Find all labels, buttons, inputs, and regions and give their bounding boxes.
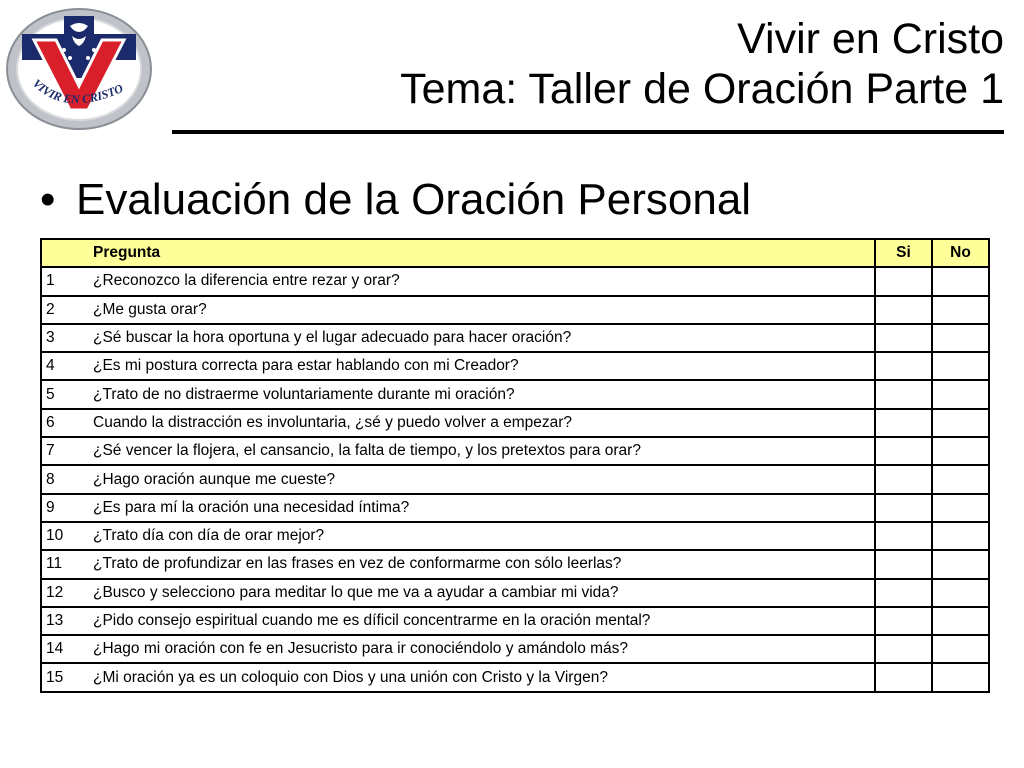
- row-question: ¿Trato día con día de orar mejor?: [89, 522, 875, 550]
- row-number: 7: [41, 437, 89, 465]
- row-number: 2: [41, 296, 89, 324]
- row-question: ¿Hago oración aunque me cueste?: [89, 465, 875, 493]
- bullet-dot: •: [40, 175, 56, 224]
- row-question: ¿Trato de no distraerme voluntariamente durante mi oración?: [89, 380, 875, 408]
- title-line-1: Vivir en Cristo: [737, 15, 1004, 63]
- answer-si-cell[interactable]: [875, 494, 932, 522]
- answer-si-cell[interactable]: [875, 465, 932, 493]
- row-question: ¿Reconozco la diferencia entre rezar y orar?: [89, 267, 875, 295]
- row-question: ¿Es mi postura correcta para estar hablando con mi Creador?: [89, 352, 875, 380]
- answer-no-cell[interactable]: [932, 267, 989, 295]
- answer-no-cell[interactable]: [932, 324, 989, 352]
- answer-si-cell[interactable]: [875, 550, 932, 578]
- table-row: [41, 635, 989, 663]
- table-row: [41, 607, 989, 635]
- answer-no-cell[interactable]: [932, 437, 989, 465]
- answer-no-cell[interactable]: [932, 494, 989, 522]
- answer-no-cell[interactable]: [932, 635, 989, 663]
- bullet-heading: [40, 172, 751, 228]
- answer-si-cell[interactable]: [875, 437, 932, 465]
- table-row: [41, 324, 989, 352]
- row-number: 6: [41, 409, 89, 437]
- header-si: Si: [875, 239, 932, 267]
- row-number: 9: [41, 494, 89, 522]
- answer-si-cell[interactable]: [875, 663, 932, 691]
- vivir-en-cristo-logo: [4, 6, 154, 132]
- answer-no-cell[interactable]: [932, 579, 989, 607]
- answer-no-cell[interactable]: [932, 380, 989, 408]
- answer-si-cell[interactable]: [875, 380, 932, 408]
- row-question: ¿Es para mí la oración una necesidad íntima?: [89, 494, 875, 522]
- answer-si-cell[interactable]: [875, 579, 932, 607]
- answer-no-cell[interactable]: [932, 607, 989, 635]
- answer-si-cell[interactable]: [875, 607, 932, 635]
- answer-no-cell[interactable]: [932, 352, 989, 380]
- row-question: Cuando la distracción es involuntaria, ¿sé y puedo volver a empezar?: [89, 409, 875, 437]
- table-row: [41, 522, 989, 550]
- table-row: [41, 550, 989, 578]
- answer-no-cell[interactable]: [932, 663, 989, 691]
- table-row: [41, 579, 989, 607]
- row-number: 3: [41, 324, 89, 352]
- title-line-2: Tema: Taller de Oración Parte 1: [400, 65, 1004, 113]
- row-question: ¿Hago mi oración con fe en Jesucristo para ir conociéndolo y amándolo más?: [89, 635, 875, 663]
- answer-no-cell[interactable]: [932, 465, 989, 493]
- answer-si-cell[interactable]: [875, 409, 932, 437]
- row-number: 4: [41, 352, 89, 380]
- row-number: 11: [41, 550, 89, 578]
- row-number: 8: [41, 465, 89, 493]
- header-no: No: [932, 239, 989, 267]
- bullet-text: Evaluación de la Oración Personal: [76, 175, 752, 224]
- row-number: 1: [41, 267, 89, 295]
- row-number: 14: [41, 635, 89, 663]
- row-number: 13: [41, 607, 89, 635]
- slide-title: [400, 14, 1004, 114]
- table-row: [41, 380, 989, 408]
- answer-si-cell[interactable]: [875, 352, 932, 380]
- table-header-row: [41, 239, 989, 267]
- row-question: ¿Mi oración ya es un coloquio con Dios y una unión con Cristo y la Virgen?: [89, 663, 875, 691]
- header-question: Pregunta: [89, 239, 875, 267]
- answer-no-cell[interactable]: [932, 296, 989, 324]
- row-number: 12: [41, 579, 89, 607]
- answer-si-cell[interactable]: [875, 635, 932, 663]
- row-question: ¿Busco y selecciono para meditar lo que me va a ayudar a cambiar mi vida?: [89, 579, 875, 607]
- row-question: ¿Me gusta orar?: [89, 296, 875, 324]
- row-number: 5: [41, 380, 89, 408]
- row-number: 10: [41, 522, 89, 550]
- table-row: [41, 494, 989, 522]
- answer-si-cell[interactable]: [875, 267, 932, 295]
- answer-no-cell[interactable]: [932, 522, 989, 550]
- row-question: ¿Pido consejo espiritual cuando me es díficil concentrarme en la oración mental?: [89, 607, 875, 635]
- row-question: ¿Trato de profundizar en las frases en vez de conformarme con sólo leerlas?: [89, 550, 875, 578]
- row-question: ¿Sé vencer la flojera, el cansancio, la falta de tiempo, y los pretextos para orar?: [89, 437, 875, 465]
- answer-si-cell[interactable]: [875, 296, 932, 324]
- table-row: [41, 267, 989, 295]
- answer-si-cell[interactable]: [875, 522, 932, 550]
- table-row: [41, 352, 989, 380]
- header-number: [41, 239, 89, 267]
- title-underline: [172, 130, 1004, 134]
- table-row: [41, 409, 989, 437]
- answer-no-cell[interactable]: [932, 550, 989, 578]
- answer-no-cell[interactable]: [932, 409, 989, 437]
- row-number: 15: [41, 663, 89, 691]
- evaluation-table: [40, 238, 990, 693]
- answer-si-cell[interactable]: [875, 324, 932, 352]
- table-row: [41, 465, 989, 493]
- logo-text: VIVIR EN CRISTO: [29, 76, 126, 107]
- table-row: [41, 663, 989, 691]
- row-question: ¿Sé buscar la hora oportuna y el lugar adecuado para hacer oración?: [89, 324, 875, 352]
- table-row: [41, 437, 989, 465]
- table-row: [41, 296, 989, 324]
